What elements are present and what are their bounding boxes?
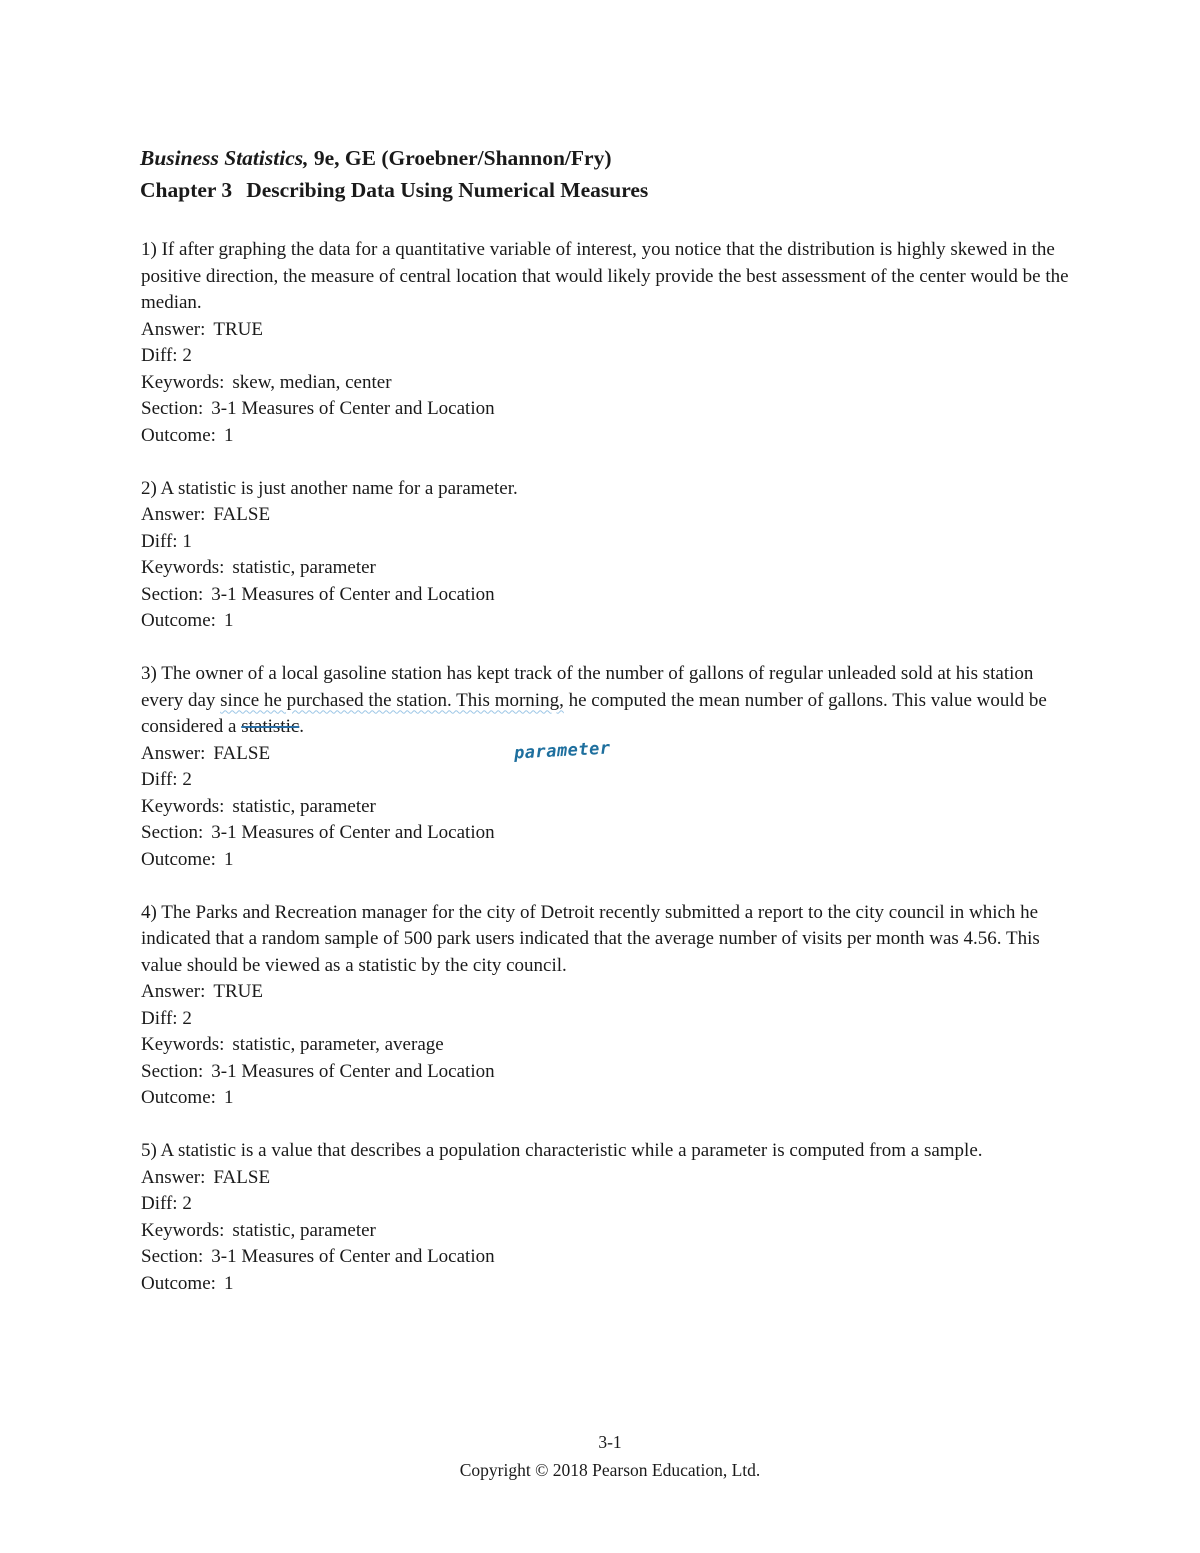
diff-row [141,1006,1071,1033]
section-label: Section: [141,1060,204,1082]
question-3 [141,661,1071,873]
keywords-value: statistic, parameter [232,795,376,817]
question-text-end: . [299,716,305,737]
outcome-label: Outcome: [141,610,216,631]
keywords-value: skew, median, center [232,371,392,393]
keywords-label: Keywords: [141,557,225,578]
diff-row [141,529,1071,556]
section-row [141,1059,1071,1086]
section-label: Section: [141,1246,204,1267]
keywords-row [141,555,1071,582]
section-row [141,396,1071,423]
question-text-start: 3) The owner of a local gasoline station has kept track of the number of gallons of regular unleaded sold at his station every day [141,663,1034,711]
outcome-row [141,1085,1071,1112]
outcome-row [141,423,1071,450]
question-text: 1) If after graphing the data for a quantitative variable of interest, you notice that the distribution is highly skewed in the positive direction, the measure of central location that would likely provide the best assessment of the center would be the median. [141,239,1069,313]
answer-label: Answer: [141,318,206,340]
section-row [141,582,1071,609]
answer-label: Answer: [141,1166,206,1188]
question-1 [141,237,1071,449]
outcome-row [141,847,1071,874]
handwritten-annotation: parameter [513,738,612,764]
outcome-value: 1 [223,1272,234,1294]
page-header [140,142,1080,206]
chapter-title: Describing Data Using Numerical Measures [246,178,649,202]
answer-label: Answer: [141,981,206,1002]
keywords-label: Keywords: [141,371,225,393]
answer-label: Answer: [141,504,206,525]
question-text [141,661,1071,741]
diff-value: 2 [182,769,192,790]
keywords-label: Keywords: [141,1219,225,1241]
keywords-value: statistic, parameter, average [232,1034,444,1055]
diff-value: 2 [182,345,192,366]
answer-value: FALSE [213,504,271,525]
diff-value: 2 [182,1007,192,1029]
diff-row [141,767,1071,794]
section-value: 3-1 Measures of Center and Location [211,398,495,419]
copyright-notice: Copyright © 2018 Pearson Education, Ltd. [459,1460,761,1480]
outcome-row [141,608,1071,635]
diff-label: Diff: [141,1007,178,1029]
answer-value: TRUE [213,318,263,340]
diff-label: Diff: [141,1193,178,1214]
section-label: Section: [141,583,204,605]
section-value: 3-1 Measures of Center and Location [211,822,495,843]
grammar-squiggle-text: since he purchased the station. This morning, [220,689,564,711]
answer-row [141,502,1071,529]
keywords-row [141,1218,1071,1245]
answer-row [141,979,1071,1006]
diff-row [141,1191,1071,1218]
question-text: 4) The Parks and Recreation manager for the city of Detroit recently submitted a report to the city council in which he indicated that a random sample of 500 park users indicated that the average number of visits per month was 4.56. This value should be viewed as a statistic by the city council. [141,901,1040,976]
struck-word: statistic [241,716,300,737]
diff-value: 1 [182,530,192,552]
question-text-middle: he computed the mean number of gallons. This value would be considered a [141,689,1047,737]
answer-row [141,1165,1071,1192]
answer-value: FALSE [213,742,271,764]
question-text: 2) A statistic is just another name for a parameter. [141,477,518,499]
outcome-value: 1 [223,848,234,870]
section-value: 3-1 Measures of Center and Location [211,1060,495,1082]
section-row [141,1244,1071,1271]
book-title: Business Statistics, [140,146,309,170]
diff-label: Diff: [141,345,178,366]
section-label: Section: [141,398,204,419]
keywords-label: Keywords: [141,795,225,817]
answer-row [141,317,1071,344]
question-2 [141,476,1071,635]
question-4 [141,900,1071,1112]
outcome-value: 1 [223,610,234,631]
keywords-value: statistic, parameter [232,1219,376,1241]
keywords-row [141,370,1071,397]
answer-value: FALSE [213,1166,271,1188]
outcome-label: Outcome: [141,848,216,870]
diff-value: 2 [182,1193,192,1214]
diff-row [141,343,1071,370]
chapter-label: Chapter 3 [140,178,233,202]
section-row [141,820,1071,847]
diff-label: Diff: [141,530,178,552]
question-list [141,237,1071,1324]
diff-label: Diff: [141,769,178,790]
question-text: 5) A statistic is a value that describes a population characteristic while a parameter is computed from a sample. [141,1140,983,1161]
section-value: 3-1 Measures of Center and Location [211,583,495,605]
keywords-row [141,794,1071,821]
section-value: 3-1 Measures of Center and Location [211,1246,495,1267]
page-number: 3-1 [598,1432,622,1452]
outcome-label: Outcome: [141,424,216,446]
outcome-label: Outcome: [141,1272,216,1294]
outcome-label: Outcome: [141,1087,216,1108]
keywords-value: statistic, parameter [232,557,376,578]
answer-label: Answer: [141,742,206,764]
keywords-label: Keywords: [141,1034,225,1055]
chapter-title-line [140,174,1080,206]
outcome-value: 1 [223,424,234,446]
keywords-row [141,1032,1071,1059]
outcome-value: 1 [223,1087,234,1108]
answer-value: TRUE [213,981,263,1002]
book-title-line [140,142,1080,174]
section-label: Section: [141,822,204,843]
book-edition-authors: 9e, GE (Groebner/Shannon/Fry) [308,146,612,170]
outcome-row [141,1271,1071,1298]
question-5 [141,1138,1071,1297]
